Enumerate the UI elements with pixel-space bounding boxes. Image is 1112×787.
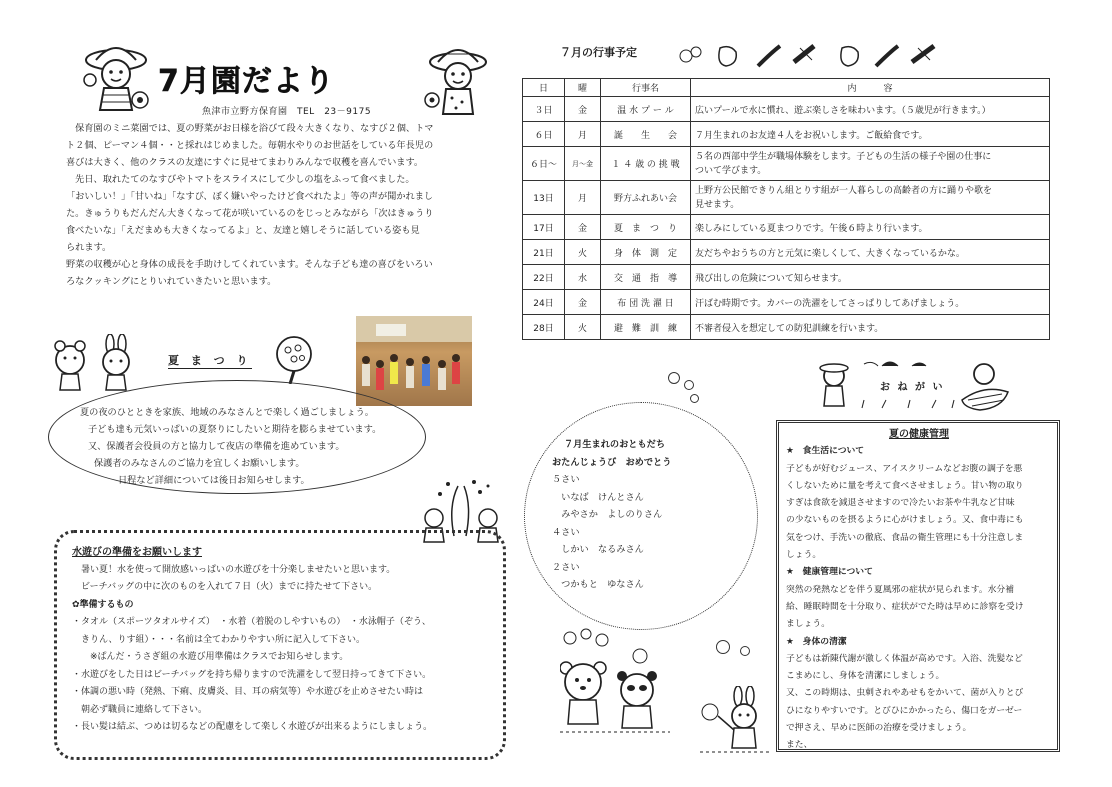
birthday-text [552, 436, 752, 594]
bubble-decoration [668, 372, 680, 384]
health-management-text [786, 426, 1052, 755]
intro-line: 食べたいな」「えだまめも大きくなってるよ」と、友達と嬉しそうに話している姿も見 [66, 225, 420, 236]
cell-event: 誕 生 会 [601, 122, 691, 147]
table-row [523, 240, 1050, 265]
cell-detail-line: 上野方公民館できりん組とりす組が一人暮らしの高齢者の方に踊りや歌を [695, 185, 993, 196]
water-play-line: ※ぱんだ・うさぎ組の水遊び用準備はクラスでお知らせします。 [72, 652, 349, 662]
health-title [786, 426, 1052, 443]
col-header-dow: 曜 [565, 79, 601, 97]
health-line: 子どもは新陳代謝が激しく体温が高めです。入浴、洗髪など [786, 653, 1023, 664]
cell-detail-line: ついて学びます。 [695, 165, 767, 176]
health-title-text: 夏の健康管理 [889, 429, 949, 440]
festival-photo [356, 316, 472, 406]
water-play-text [72, 544, 496, 737]
natsumatsuri-line: 又、保護者会役員の方と協力して夜店の準備を進めています。 [88, 441, 345, 452]
cell-day: 22日 [523, 265, 565, 290]
bunny-bubble-illustration [700, 686, 770, 756]
water-play-heading: 水遊びの準備をお願いします [72, 547, 202, 558]
cell-detail: ７月生まれのお友達４人をお祝いします。ご飯給食です。 [691, 122, 1050, 147]
water-play-line: ・長い髪は結ぶ、つめは切るなどの配慮をして楽しく水遊びが出来るようにしましょう。 [72, 722, 433, 732]
cell-dow: 火 [565, 315, 601, 340]
schedule-header-row [523, 79, 1050, 97]
cell-detail [691, 147, 1050, 181]
natsumatsuri-heading-text: 夏 ま つ り [168, 354, 252, 367]
health-line: 給、睡眠時間を十分取り、症状がでた時は早めに診察を受け [786, 601, 1024, 612]
birthday-line: みやさか よしのりさん [552, 509, 663, 520]
boy-with-hat-illustration [418, 42, 498, 122]
birthday-heading-1: ７月生まれのおともだち [564, 439, 666, 450]
animal-friends-illustration [48, 334, 138, 394]
cell-detail: 楽しみにしている夏まつりです。午後６時より行います。 [691, 215, 1050, 240]
table-row [523, 315, 1050, 340]
cell-event: 避 難 訓 練 [601, 315, 691, 340]
table-row [523, 122, 1050, 147]
cell-event: 温 水 プ ー ル [601, 97, 691, 122]
table-row [523, 215, 1050, 240]
cell-dow: 月～金 [565, 147, 601, 181]
cell-day: 17日 [523, 215, 565, 240]
birthday-line: ４さい [552, 526, 580, 538]
health-line: くしないために量を考えて食べさせましょう。甘い物の取り [786, 480, 1024, 491]
health-line: 子どもが好むジュース、アイスクリームなどお腹の調子を悪 [786, 463, 1023, 474]
table-row [523, 265, 1050, 290]
water-play-line: 朝必ず職員に連絡して下さい。 [72, 704, 208, 715]
birthday-heading-2: おたんじょうび おめでとう [552, 456, 672, 468]
health-line: 気をつけ、手洗いの徹底、食品の衛生管理にも十分注意しま [786, 532, 1024, 543]
bubble-decoration [690, 394, 699, 403]
intro-line: られます。 [66, 242, 112, 253]
bears-bubbles-illustration [560, 628, 680, 738]
cell-day: ６日 [523, 122, 565, 147]
cell-event: １ ４ 歳 の 挑 戦 [601, 147, 691, 181]
health-line: しょう。 [786, 550, 822, 561]
birthday-line: つかもと ゆなさん [552, 579, 644, 590]
intro-line: 保育園のミニ菜園では、夏の野菜がお日様を浴びて段々大きくなり、なすび２個、トマ [66, 123, 434, 134]
table-row [523, 97, 1050, 122]
table-row [523, 290, 1050, 315]
cell-day: ６日～ [523, 147, 565, 181]
cell-dow: 火 [565, 240, 601, 265]
cell-detail: 飛び出しの危険について知らせます。 [691, 265, 1050, 290]
uchiwa-fan-icon [272, 334, 316, 384]
water-play-line: ・水遊びをした日はビーチバッグを持ち帰りますので洗濯をして翌日持ってきて下さい。 [72, 669, 432, 680]
cell-dow: 金 [565, 215, 601, 240]
school-name-phone: 魚津市立野方保育園 TEL 23－9175 [202, 107, 372, 117]
cell-day: 24日 [523, 290, 565, 315]
bubble-decoration [740, 646, 750, 656]
col-header-day: 日 [523, 79, 565, 97]
intro-text [66, 120, 508, 290]
cell-event: 野方ふれあい会 [601, 181, 691, 215]
cell-day: 13日 [523, 181, 565, 215]
cell-detail: 広いプールで水に慣れ、遊ぶ楽しさを味わいます。（５歳児が行きます。） [691, 97, 1050, 122]
natsumatsuri-text [80, 404, 420, 489]
cell-event: 身 体 測 定 [601, 240, 691, 265]
girl-with-hat-illustration [78, 40, 158, 120]
health-line: で押さえ、早めに医師の治療を受けましょう。 [786, 723, 972, 734]
natsumatsuri-heading [168, 352, 252, 369]
health-line: ★ 健康管理について [786, 567, 873, 578]
health-line: ひになりやすいです。とびひにかかったら、傷口をガーゼー [786, 705, 1023, 716]
festival-photo-people [356, 316, 472, 406]
health-line: ★ 食生活について [786, 446, 865, 457]
schedule-table [522, 78, 1050, 340]
birthday-line: しかい なるみさん [552, 544, 644, 555]
cell-detail-line: 見せます。 [695, 199, 740, 210]
cell-dow: 水 [565, 265, 601, 290]
cell-detail [691, 181, 1050, 215]
cell-day: ３日 [523, 97, 565, 122]
cell-detail: 不審者侵入を想定しての防犯訓練を行います。 [691, 315, 1050, 340]
onegai-label: お ね が い [880, 382, 945, 393]
cell-dow: 月 [565, 122, 601, 147]
schedule-title: ７月の行事予定 [560, 46, 637, 59]
health-line: すぎは食欲を減退させますので冷たいお茶や牛乳など甘味 [786, 498, 1015, 509]
water-play-line: ✿準備するもの [72, 599, 134, 610]
birthday-line: ５さい [552, 474, 580, 485]
water-play-line: 暑い夏！水を使って開放感いっぱいの水遊びを十分楽しませたいと思います。 [72, 564, 396, 575]
intro-line: た。きゅうりもだんだん大きくなって花が咲いているのをじっとみながら「次はきゅうり [66, 208, 434, 219]
table-row [523, 147, 1050, 181]
col-header-detail: 内 容 [691, 79, 1050, 97]
health-line: こまめにし、身体を清潔にしましょう。 [786, 671, 945, 682]
bubble-decoration [684, 380, 694, 390]
page-title: 7月園だより [158, 64, 335, 99]
intro-line: 先日、取れたてのなすびやトマトをスライスにして少しの塩をふって食べました。 [66, 174, 415, 185]
cell-day: 28日 [523, 315, 565, 340]
natsumatsuri-line: 夏の夜のひとときを家族、地域のみなさんとで楽しく過ごしましょう。 [80, 407, 374, 418]
birthday-line: いなば けんとさん [552, 491, 644, 503]
health-line: ましょう。 [786, 619, 830, 630]
cell-event: 布 団 洗 濯 日 [601, 290, 691, 315]
water-play-line: ・タオル（スポーツタオルサイズ） ・水着（着脱のしやすいもの） ・水泳帽子（ぞう、 [72, 617, 431, 627]
natsumatsuri-line: 日程など詳細については後日お知らせします。 [118, 475, 310, 486]
water-play-line: ・体調の悪い時（発熱、下痢、皮膚炎、目、耳の病気等）や水遊びを止めさせたい時は [72, 687, 424, 697]
cell-dow: 金 [565, 97, 601, 122]
cell-detail-line: ５名の西部中学生が職場体験をします。子どもの生活の様子や園の仕事に [695, 151, 992, 162]
health-line: また、 [786, 740, 813, 751]
table-row [523, 181, 1050, 215]
natsumatsuri-line: 子ども達も元気いっぱいの夏祭りにしたいと期待を膨らませています。 [88, 424, 382, 435]
cell-event: 交 通 指 導 [601, 265, 691, 290]
cell-day: 21日 [523, 240, 565, 265]
birthday-line: ２さい [552, 561, 580, 573]
cell-detail: 友だちやおうちの方と元気に楽しくして、大きくなっているかな。 [691, 240, 1050, 265]
health-line: の少ないものを摂るように心がけましょう。又、食中毒にも [786, 515, 1024, 526]
natsumatsuri-line: 保護者のみなさんのご協力を宜しくお願いします。 [94, 458, 305, 469]
cell-event: 夏 ま つ り [601, 215, 691, 240]
intro-line: 野菜の収穫が心と身体の成長を手助けしてくれています。そんな子ども達の喜びをいろい [66, 259, 433, 270]
cell-dow: 月 [565, 181, 601, 215]
intro-line: ト２個、ピーマン４個・・と採れはじめました。毎朝水やりのお世話をしている年長児の [66, 140, 434, 151]
health-line: 又、この時期は、虫刺されやあせもをかいて、菌が入りとび [786, 688, 1024, 699]
health-line: 突然の発熱などを伴う夏風邪の症状が見られます。水分補 [786, 584, 1015, 595]
bubble-decoration [716, 640, 730, 654]
water-play-line: きりん、りす組）・・・名前は全てわかりやすい所に記入して下さい。 [72, 634, 366, 645]
cell-dow: 金 [565, 290, 601, 315]
vegetables-illustration [676, 40, 946, 70]
cell-detail: 汗ばむ時期です。カバーの洗濯をしてさっぱりしてあげましょう。 [691, 290, 1050, 315]
health-line: ★ 身体の清潔 [786, 636, 847, 647]
intro-line: 喜びは大きく、他のクラスの友達にすぐに見せてまわりみんなで収穫を喜んでいます。 [66, 157, 424, 168]
col-header-event: 行事名 [601, 79, 691, 97]
header [0, 0, 520, 120]
intro-line: ろなクッキングにとりいれていきたいと思います。 [66, 276, 277, 287]
water-play-line: ビーチバッグの中に次のものを入れて７日（火）までに持たせて下さい。 [72, 582, 378, 592]
intro-line: 「おいしい！」「甘いね」「なすび、ぼく嫌いやったけど食べれたよ」等の声が聞かれまし [66, 191, 434, 202]
